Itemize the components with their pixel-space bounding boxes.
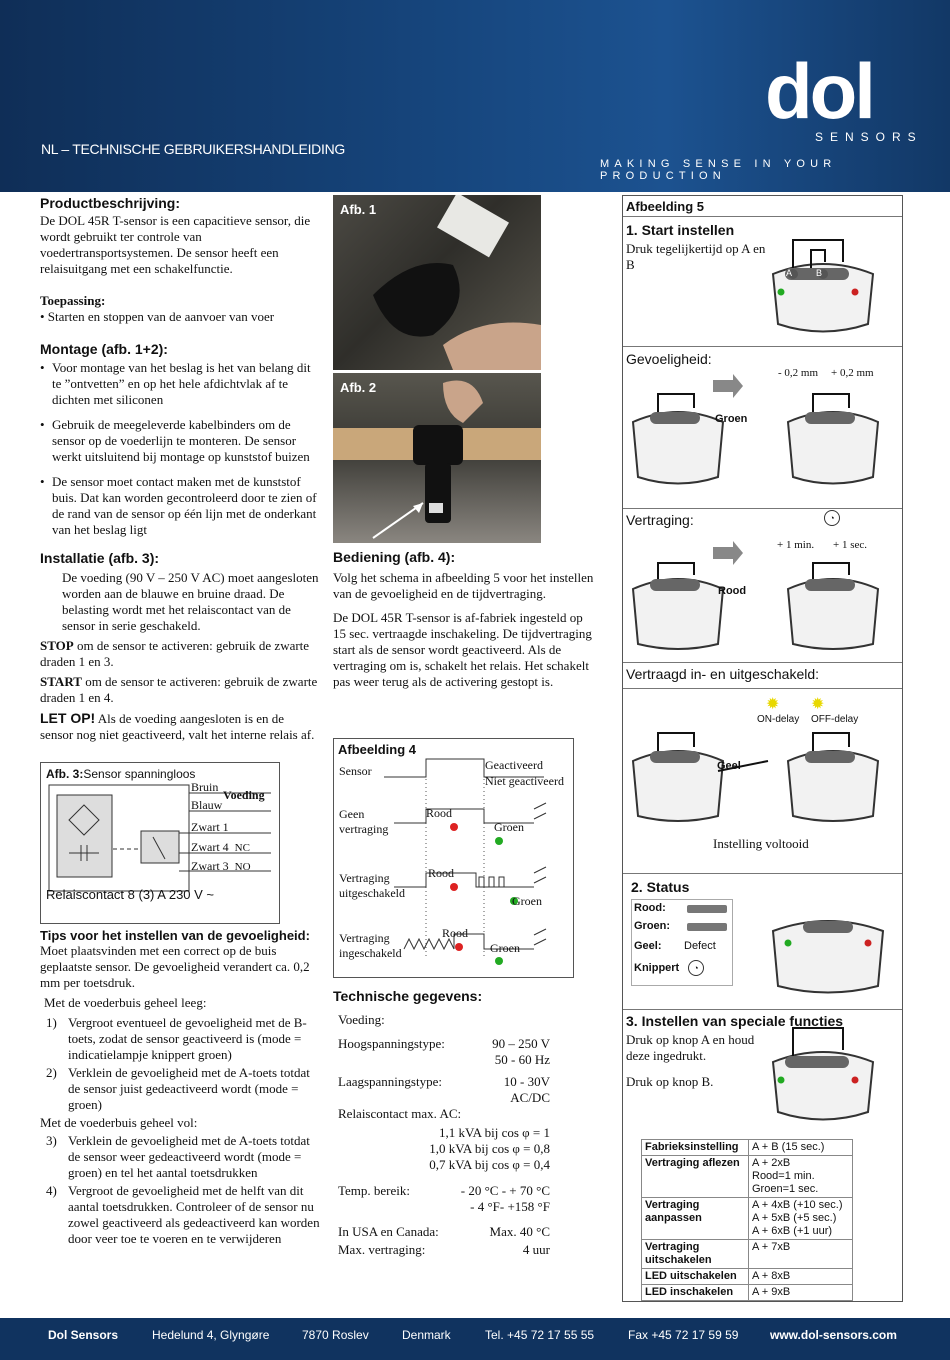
gevoeligheid-label: Gevoeligheid: (626, 351, 712, 367)
relais-values: 1,1 kVA bij cos φ = 1 1,0 kVA bij cos φ = 0,8 0,7 kVA bij cos φ = 0,4 (429, 1125, 550, 1172)
table-row: Vertraging aflezen A + 2xB Rood=1 min. Groen=1 sec. (642, 1156, 853, 1198)
delay-mode-illustration (628, 721, 898, 826)
montage-bullet: • De sensor moet contact maken met de kunststof buis. Dat kan worden gecontroleerd door te zien of de rand van de sensor op één lijn met de onderkant van het beslag ligt (40, 474, 317, 537)
list-item: 3) Verklein de gevoeligheid met de A-toets totdat de sensor weer gedeactiveerd wordt (mode = groen) en tel het aantal toetsdrukken (46, 1133, 310, 1180)
tech-section (333, 988, 558, 1260)
clock-icon: ◔ (824, 510, 840, 526)
wire-voeding: Voeding (223, 788, 265, 802)
vol-label: Met de voederbuis geheel vol: (40, 1115, 198, 1130)
afb5-panel (622, 195, 903, 1302)
speciaal-heading: 3. Instellen van speciale functies (626, 1013, 844, 1029)
tips-section (40, 928, 320, 1247)
tech-row: Hoogspanningstype: 90 – 250 V 50 - 60 Hz (338, 1036, 550, 1067)
wire-blauw: Blauw (191, 798, 223, 812)
afb2-photo (333, 373, 541, 543)
wire-zwart3: Zwart 3 NO (191, 859, 251, 873)
afb2-illustration (333, 373, 541, 543)
tech-row: Laagspanningstype: 10 - 30V AC/DC (338, 1074, 550, 1105)
rood-label: Rood (718, 585, 747, 597)
button-b-label: B (816, 268, 823, 278)
table-row: Vertraging aanpassen A + 4xB (+10 sec.) A + 5xB (+5 sec.) A + 6xB (+1 uur) (642, 1198, 853, 1240)
afb4-uit: Vertraging uitgeschakeld (339, 871, 405, 900)
afb4-niet-geactiveerd: Niet geactiveerd (485, 774, 564, 788)
temp-row: Temp. bereik: - 20 °C - + 70 °C - 4 °F- +158 °F (338, 1183, 550, 1214)
usa-row: In USA en Canada: Max. 40 °C (338, 1224, 550, 1239)
logo-subtitle: SENSORS (815, 130, 923, 144)
speciaal-p2: Druk op knop B. (626, 1074, 714, 1089)
column-1 (40, 195, 320, 743)
plus-label: + 0,2 mm (831, 367, 874, 379)
afb4-rood: Rood (428, 866, 455, 880)
bediening-heading: Bediening (afb. 4): (333, 549, 456, 565)
tech-heading: Technische gegevens: (333, 988, 483, 1004)
list-item: 4) Vergroot de gevoeligheid met de helft van dit aantal toetsdrukken. Controleer of de sensor nu zowel geactiveerd als gedeactiveerd kan worden door veer toe te voeren en te verwijderen (46, 1183, 320, 1246)
groen-label: Groen (715, 413, 748, 425)
page-footer (0, 1318, 950, 1360)
button-a-label: A (786, 268, 793, 278)
montage-bullet: • Voor montage van het beslag is het van belang dit te ”ontvetten” en op het hele afdichtvlak af te dichten met siliconen (40, 360, 311, 407)
afb4-rood: Rood (442, 926, 469, 940)
afb4-sensor: Sensor (339, 764, 372, 778)
sun-icon: ✹ (811, 696, 825, 713)
vertraging-label: Vertraging: (626, 512, 694, 528)
list-item: 2) Verklein de gevoeligheid met de A-toets totdat de sensor juist gedeactiveerd wordt (mode = groen) (46, 1065, 310, 1112)
table-row: LED inschakelen A + 9xB (642, 1285, 853, 1301)
off-delay-label: OFF-delay (811, 714, 859, 725)
bediening-p2: De DOL 45R T-sensor is af-fabriek ingesteld op 15 sec. vertraagde inschakeling. De tijdvertraging start als de sensor wordt geactiveerd. Als de vertraging om is, schakelt het relais. Het schakelt pas weer terug als de activering gestopt is. (333, 610, 592, 689)
afb4-groen: Groen (512, 894, 542, 908)
footer-country: Denmark (402, 1328, 451, 1342)
afb4-diagram (333, 738, 574, 978)
functions-table (641, 1139, 853, 1301)
speciaal-p1: Druk op knop A en houd deze ingedrukt. (626, 1032, 755, 1063)
plus1min-label: + 1 min. (777, 539, 815, 551)
afb4-geen: Geen vertraging (339, 807, 389, 836)
relais-max: Relaiscontact max. AC: (338, 1106, 462, 1121)
special-illustration (763, 1022, 883, 1130)
sun-icon: ✹ (766, 696, 780, 713)
afb3-diagram (40, 762, 280, 924)
product-text: De DOL 45R T-sensor is een capacitieve sensor, die wordt gebruikt ter controle van voedertransportsystemen. De sensor heeft een relaisuitgang met een schakelfunctie. (40, 213, 311, 276)
table-row: Vertraging uitschakelen A + 7xB (642, 1240, 853, 1269)
delay-illustration (628, 539, 898, 654)
afb1-illustration (333, 195, 541, 370)
afb4-in: Vertraging ingeschakeld (339, 931, 402, 960)
bediening-p1: Volg het schema in afbeelding 5 voor het instellen van de gevoeligheid en de tijdvertraging. (333, 570, 594, 601)
vertraagd-label: Vertraagd in- en uitgeschakeld: (626, 666, 820, 682)
toepassing-heading: Toepassing: (40, 293, 106, 308)
page-header (0, 0, 950, 192)
tips-heading: Tips voor het instellen van de gevoeligheid: (40, 928, 310, 943)
wire-zwart1: Zwart 1 (191, 820, 229, 834)
start-heading: 1. Start instellen (626, 222, 735, 238)
wire-bruin: Bruin (191, 780, 219, 794)
afb1-photo (333, 195, 541, 370)
maxv-row: Max. vertraging: 4 uur (338, 1242, 550, 1257)
table-row: Fabrieksinstelling A + B (15 sec.) (642, 1140, 853, 1156)
afb1-label: Afb. 1 (340, 202, 377, 217)
status-led-icon (687, 923, 727, 931)
relais-label: Relaiscontact 8 (3) A 230 V ~ (46, 887, 215, 902)
geel-label: Geel (717, 760, 741, 772)
document-title: NL – TECHNISCHE GEBRUIKERSHANDLEIDING (41, 141, 345, 157)
montage-bullet: • Gebruik de meegeleverde kabelbinders om de sensor op de voederlijn te monteren. De sensor werkt uitsluitend bij montage op kunststof buizen (40, 417, 310, 464)
afb2-label: Afb. 2 (340, 380, 377, 395)
leeg-label: Met de voederbuis geheel leeg: (44, 995, 207, 1010)
afb4-geactiveerd: Geactiveerd (485, 758, 543, 772)
status-illustration (763, 901, 893, 996)
letop-text: LET OP! Als de voeding aangesloten is en de sensor nog niet geactiveerd, valt het interne relais af. (40, 710, 315, 742)
tagline: MAKING SENSE IN YOUR PRODUCTION (600, 158, 837, 182)
afb4-groen: Groen (490, 941, 520, 955)
footer-tel: Tel. +45 72 17 55 55 (485, 1328, 595, 1342)
footer-postal: 7870 Roslev (302, 1328, 369, 1342)
plus1sec-label: + 1 sec. (833, 539, 867, 551)
afb4-groen: Groen (494, 820, 524, 834)
afb4-title: Afbeelding 4 (338, 742, 417, 757)
voltooid-label: Instelling voltooid (713, 836, 809, 851)
installatie-heading: Installatie (afb. 3): (40, 550, 160, 566)
clock-icon: ◔ (688, 960, 704, 976)
afb4-rood: Rood (426, 806, 453, 820)
stop-text: STOP om de sensor te activeren: gebruik de zwarte draden 1 en 3. (40, 638, 310, 669)
minus-label: - 0,2 mm (778, 367, 819, 379)
wire-zwart4: Zwart 4 NC (191, 840, 250, 854)
on-delay-label: ON-delay (757, 714, 800, 725)
footer-web[interactable]: www.dol-sensors.com (770, 1328, 897, 1342)
afb5-title: Afbeelding 5 (626, 199, 705, 214)
tech-voeding: Voeding: (338, 1012, 385, 1027)
bediening-section (333, 549, 595, 690)
status-table: Rood: Groen: Geel: Defect Knippert ◔ (631, 899, 733, 986)
table-row: LED uitschakelen A + 8xB (642, 1269, 853, 1285)
list-item: 1) Vergroot eventueel de gevoeligheid met de B-toets, zodat de sensor geactiveerd is (mode = indicatielampje knippert groen) (46, 1015, 307, 1062)
footer-address: Hedelund 4, Glyngøre (152, 1328, 270, 1342)
footer-company: Dol Sensors (48, 1328, 119, 1342)
sensor-illustration (763, 234, 883, 342)
montage-heading: Montage (afb. 1+2): (40, 341, 168, 357)
status-led-icon (687, 905, 727, 913)
product-heading: Productbeschrijving: (40, 195, 181, 211)
start-text: Druk tegelijkertijd op A en B (626, 241, 766, 272)
tips-text: Moet plaatsvinden met een correct op de buis geplaatste sensor. De gevoeligheid verandert ca. 0,2 mm per toetsdruk. (40, 943, 310, 990)
toepassing-text: • Starten en stoppen van de aanvoer van voer (40, 309, 275, 324)
start-text: START om de sensor te activeren: gebruik de zwarte draden 1 en 4. (40, 674, 318, 705)
status-heading: 2. Status (631, 879, 690, 895)
dol-logo: dol (765, 47, 873, 135)
sensitivity-illustration (628, 372, 898, 492)
footer-fax: Fax +45 72 17 59 59 (628, 1328, 739, 1342)
afb3-title: Afb. 3:Sensor spanningloos (46, 767, 196, 781)
defect-label: Defect (684, 940, 716, 952)
installatie-text: De voeding (90 V – 250 V AC) moet aangesloten worden aan de blauwe en bruine draad. De belasting wordt met het relaiscontact van de sensor in serie geschakeld. (62, 570, 319, 633)
